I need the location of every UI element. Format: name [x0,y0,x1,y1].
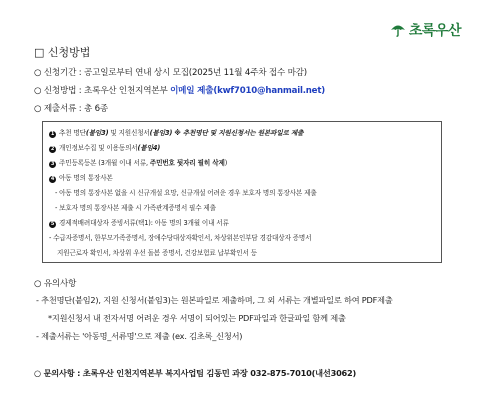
doc-sub-1: - 아동 명의 통장사본 없을 시 신규개설 요망, 신규개설 어려운 경우 보호자 명의 통장사본 제출 [55,189,317,197]
doc-item-2: 2 개인정보수집 및 이용동의서(붙임4) [50,144,161,152]
method-prefix: ○ 신청방법 : 초록우산 인천지역본부 [34,86,171,96]
number-badge: 1 [50,131,55,137]
contact-line: ○ 문의사항 : 초록우산 인천지역본부 복지사업팀 김동민 과장 032-875-7010(내선3062) [34,368,357,378]
note-1: - 추천명단(붙임2), 지원 신청서(붙임3)는 원본파일로 제출하며, 그 외 서류는 개별파일로 하여 PDF제출 [36,295,393,305]
method-line [34,84,325,96]
docs-line: ○ 제출서류 : 총 6종 [34,104,108,114]
logo-text: 초록우산 [408,23,461,39]
notes-title: ○ 유의사항 [34,279,77,289]
note-2: *지원신청서 내 전자서명 어려운 경우 서명이 되어있는 PDF파일과 한글파일 함께 제출 [48,313,346,323]
number-badge: 4 [50,176,55,182]
period-line: ○ 신청기간 : 공고일로부터 연내 상시 모집(2025년 11월 4주차 접수 마감) [34,68,307,78]
doc-item-5: 5 경제적배려대상자 증빙서류(택1): 아동 명의 3개월 이내 서류 [50,219,229,227]
number-badge: 2 [50,146,55,152]
umbrella-icon [390,23,406,37]
doc-item-4: 4 아동 명의 통장사본 [50,174,113,182]
note-3: - 제출서류는 '아동명_서류명'으로 제출 (ex. 김초록_신청서) [36,331,243,341]
documents-box [42,121,442,263]
method-email: (kwf7010@hanmail.net) [213,86,325,96]
doc-sub-2: - 보호자 명의 통장사본 제출 시 가족관계증명서 필수 제출 [55,204,216,212]
number-badge: 5 [50,221,55,227]
doc-sub-4: 지원근로자 확인서, 차상위 우선 돌봄 증명서, 건강보험료 납부확인서 등 [57,249,257,257]
doc-sub-3: - 수급자증명서, 한부모가족증명서, 장애수당대상자확인서, 차상위본인부담 경감대상자 증명서 [49,234,312,242]
doc-item-3: 3 주민등록등본 (3개월 이내 서류, 주민번호 뒷자리 필히 삭제) [50,159,228,167]
section-title: □ 신청방법 [34,46,91,59]
number-badge: 3 [50,161,55,167]
method-email-label: 이메일 제출 [170,86,214,96]
doc-item-1: 1 추천 명단(붙임3) 및 지원신청서(붙임3) ※ 추천명단 및 지원신청서는 원본파일로 제출 [50,129,304,137]
brand-logo [390,20,461,40]
